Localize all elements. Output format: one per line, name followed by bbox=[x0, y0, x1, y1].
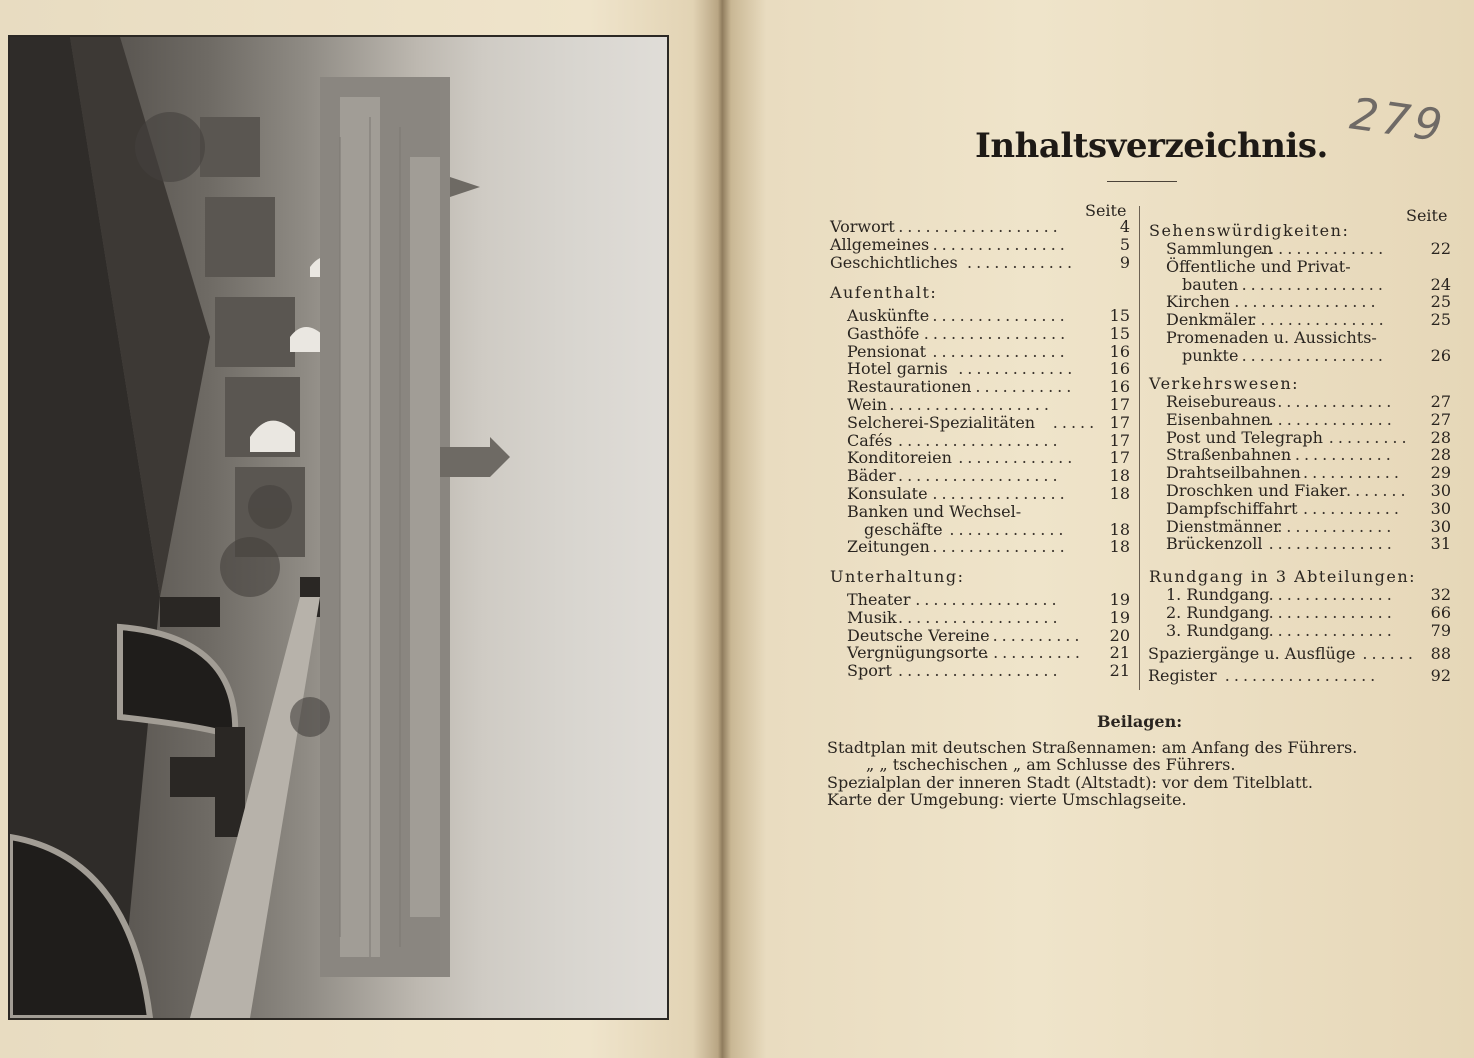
column-divider bbox=[1139, 206, 1140, 690]
toc-entry-page: 31 bbox=[1430, 534, 1451, 554]
leader-dots: ............. bbox=[1277, 392, 1396, 411]
leader-dots: .............. bbox=[1268, 585, 1396, 604]
toc-entry-page: 19 bbox=[1109, 590, 1130, 609]
toc-entry-label: Bäder bbox=[847, 466, 896, 486]
leader-dots: .................. bbox=[898, 607, 1062, 627]
leader-dots: ............ bbox=[1285, 445, 1395, 465]
toc-entry-label: Sport bbox=[847, 661, 892, 681]
leader-dots: ..... bbox=[1052, 412, 1099, 432]
toc-entry-page: 92 bbox=[1430, 666, 1451, 685]
toc-entry-label: Wein bbox=[847, 395, 888, 414]
toc-entry-page: 27 bbox=[1430, 409, 1451, 429]
toc-entry-label: Gasthöfe bbox=[847, 323, 920, 343]
beilage-line: Karte der Umgebung: vierte Umschlagseite. bbox=[827, 790, 1187, 809]
toc-entry-page: 20 bbox=[1109, 625, 1130, 645]
toc-entry-page: 18 bbox=[1109, 484, 1130, 503]
toc-entry-page: 16 bbox=[1109, 359, 1130, 379]
toc-entry-label: bauten bbox=[1182, 274, 1239, 294]
toc-entry-page: 16 bbox=[1109, 377, 1130, 397]
toc-entry-page: 27 bbox=[1430, 392, 1451, 411]
toc-entry-label: Auskünfte bbox=[847, 306, 930, 325]
leader-dots: .............. bbox=[1268, 534, 1396, 554]
toc-entry-page: 15 bbox=[1109, 323, 1130, 343]
seite-label-left: Seite bbox=[1085, 201, 1127, 220]
leader-dots: .......... bbox=[992, 625, 1084, 645]
leader-dots: ........... bbox=[975, 377, 1076, 397]
toc-section-heading: Rundgang in 3 Abteilungen: bbox=[1149, 567, 1417, 586]
seite-label-right: Seite bbox=[1406, 206, 1448, 225]
leader-dots: ............... bbox=[932, 537, 1069, 557]
toc-entry-label: Drahtseilbahnen bbox=[1166, 463, 1301, 483]
toc-section-heading: Verkehrswesen: bbox=[1149, 374, 1300, 393]
toc-entry-page: 4 bbox=[1119, 217, 1130, 236]
toc-entry-label: 1. Rundgang bbox=[1166, 585, 1270, 604]
toc-entry-label: Zeitungen bbox=[847, 537, 930, 557]
toc-entry-label: Öffentliche und Privat- bbox=[1166, 256, 1351, 276]
toc-entry-page: 21 bbox=[1109, 643, 1130, 663]
toc-entry-label: 3. Rundgang bbox=[1166, 620, 1270, 640]
toc-entry-page: 32 bbox=[1430, 585, 1451, 604]
page-title: Inhaltsverzeichnis. bbox=[975, 126, 1328, 166]
leader-dots: ............. bbox=[958, 359, 1077, 379]
leader-dots: ............. bbox=[949, 519, 1068, 539]
toc-entry-label: Musik bbox=[847, 607, 897, 627]
toc-entry-label: Sammlungen bbox=[1166, 239, 1273, 258]
toc-entry-label: Eisenbahnen bbox=[1166, 409, 1271, 429]
leader-dots: ............... bbox=[1251, 310, 1388, 330]
city-panorama-image bbox=[10, 37, 667, 1018]
leader-dots: ............. bbox=[1277, 516, 1396, 536]
city-photo-plate bbox=[8, 35, 669, 1020]
leader-dots: ............. bbox=[958, 448, 1077, 468]
toc-entry-label: Dienstmänner bbox=[1166, 516, 1281, 536]
leader-dots: ......... bbox=[1328, 427, 1411, 447]
toc-section-heading: Sehenswürdigkeiten: bbox=[1149, 221, 1350, 240]
toc-entry-page: 24 bbox=[1430, 274, 1451, 294]
toc-entry-page: 16 bbox=[1109, 341, 1130, 361]
beilage-line: Spezialplan der inneren Stadt (Altstadt): vor dem Titelblatt. bbox=[827, 773, 1313, 792]
leader-dots: ................ bbox=[1234, 292, 1380, 312]
toc-entry-page: 18 bbox=[1109, 519, 1130, 539]
toc-entry-page: 28 bbox=[1430, 427, 1451, 447]
leader-dots: ............... bbox=[932, 484, 1069, 503]
leader-dots: .................. bbox=[898, 217, 1062, 236]
toc-entry-label: Theater bbox=[847, 590, 911, 609]
beilage-line: Stadtplan mit deutschen Straßennamen: am Anfang des Führers. bbox=[827, 738, 1358, 757]
toc-entry-label: Register bbox=[1148, 666, 1217, 685]
toc-entry-label: Banken und Wechsel- bbox=[847, 501, 1022, 521]
toc-entry-label: Kirchen bbox=[1166, 292, 1230, 312]
leader-dots: ............... bbox=[932, 306, 1069, 325]
leader-dots: ............... bbox=[932, 234, 1069, 254]
toc-entry-page: 22 bbox=[1430, 239, 1451, 258]
leader-dots: .................. bbox=[889, 395, 1053, 414]
toc-entry-page: 66 bbox=[1430, 602, 1451, 622]
toc-entry-label: Vergnügungsorte bbox=[847, 643, 988, 663]
leader-dots: ................ bbox=[1241, 274, 1387, 294]
toc-entry-label: Denkmäler bbox=[1166, 310, 1256, 330]
leader-dots: .................. bbox=[898, 430, 1062, 450]
leader-dots: ................ bbox=[915, 590, 1061, 609]
toc-entry-label: Deutsche Vereine bbox=[847, 625, 990, 645]
toc-entry-page: 5 bbox=[1119, 234, 1130, 254]
toc-entry-page: 28 bbox=[1430, 445, 1451, 465]
leader-dots: ............ bbox=[967, 252, 1077, 272]
toc-entry-label: Selcherei-Spezialitäten bbox=[847, 412, 1036, 432]
handwritten-number: 279 bbox=[1346, 88, 1450, 153]
beilagen-heading: Beilagen: bbox=[1097, 712, 1183, 731]
toc-entry-label: Droschken und Fiaker bbox=[1166, 481, 1347, 500]
leader-dots: ...... bbox=[1362, 644, 1417, 663]
leader-dots: .............. bbox=[1268, 409, 1396, 429]
toc-entry-page: 18 bbox=[1109, 537, 1130, 557]
leader-dots: ........... bbox=[1303, 463, 1403, 483]
toc-entry-label: Geschichtliches bbox=[830, 252, 958, 272]
leader-dots: .................. bbox=[898, 661, 1062, 681]
toc-entry-page: 9 bbox=[1119, 252, 1130, 272]
toc-entry-label: Restaurationen bbox=[847, 377, 972, 397]
toc-entry-label: Konsulate bbox=[847, 484, 928, 503]
toc-entry-page: 30 bbox=[1430, 481, 1451, 500]
leader-dots: .............. bbox=[1268, 620, 1396, 640]
toc-entry-label: Promenaden u. Aussichts- bbox=[1166, 328, 1377, 347]
toc-entry-page: 18 bbox=[1109, 466, 1130, 486]
toc-entry-label: Brückenzoll bbox=[1166, 534, 1263, 554]
toc-entry-page: 17 bbox=[1109, 448, 1130, 468]
toc-entry-page: 25 bbox=[1430, 292, 1451, 312]
leader-dots: ....... bbox=[1346, 481, 1410, 500]
toc-entry-page: 88 bbox=[1430, 644, 1451, 663]
toc-entry-page: 30 bbox=[1430, 516, 1451, 536]
leader-dots: ........... bbox=[984, 643, 1084, 663]
toc-entry-label: Allgemeines bbox=[830, 234, 930, 254]
leader-dots: .............. bbox=[1260, 239, 1388, 258]
toc-entry-label: Pensionat bbox=[847, 341, 927, 361]
toc-entry-label: Reisebureaus bbox=[1166, 392, 1277, 411]
toc-entry-page: 17 bbox=[1109, 430, 1130, 450]
toc-entry-label: Straßenbahnen bbox=[1166, 445, 1292, 465]
toc-section-heading: Aufenthalt: bbox=[830, 283, 938, 302]
toc-entry-page: 15 bbox=[1109, 306, 1130, 325]
toc-entry-label: Vorwort bbox=[830, 217, 895, 236]
toc-entry-label: Dampfschiffahrt bbox=[1166, 498, 1298, 518]
leader-dots: ................. bbox=[1224, 666, 1380, 685]
toc-entry-label: Cafés bbox=[847, 430, 893, 450]
beilage-line: „ „ tschechischen „ am Schlusse des Führers. bbox=[866, 755, 1236, 774]
toc-entry-page: 26 bbox=[1430, 345, 1451, 365]
leader-dots: ................ bbox=[1241, 345, 1387, 365]
toc-entry-page: 19 bbox=[1109, 607, 1130, 627]
toc-entry-page: 25 bbox=[1430, 310, 1451, 330]
leader-dots: .............. bbox=[1268, 602, 1396, 622]
toc-entry-label: Spaziergänge u. Ausflüge bbox=[1148, 644, 1356, 663]
leader-dots: .................. bbox=[898, 466, 1062, 486]
toc-entry-page: 79 bbox=[1430, 620, 1451, 640]
toc-entry-label: Hotel garnis bbox=[847, 359, 948, 379]
leader-dots: ........... bbox=[1303, 498, 1403, 518]
toc-section-heading: Unterhaltung: bbox=[830, 567, 965, 586]
toc-entry-page: 17 bbox=[1109, 412, 1130, 432]
toc-entry-label: 2. Rundgang bbox=[1166, 602, 1270, 622]
toc-entry-label: geschäfte bbox=[864, 519, 943, 539]
toc-entry-page: 29 bbox=[1430, 463, 1451, 483]
toc-entry-label: Post und Telegraph bbox=[1166, 427, 1323, 447]
title-rule bbox=[1107, 181, 1177, 182]
toc-entry-page: 30 bbox=[1430, 498, 1451, 518]
toc-entry-label: punkte bbox=[1182, 345, 1239, 365]
toc-entry-page: 17 bbox=[1109, 395, 1130, 414]
leader-dots: ................ bbox=[923, 323, 1070, 343]
leader-dots: ............... bbox=[932, 341, 1069, 361]
toc-entry-page: 21 bbox=[1109, 661, 1130, 681]
toc-entry-label: Konditoreien bbox=[847, 448, 952, 468]
